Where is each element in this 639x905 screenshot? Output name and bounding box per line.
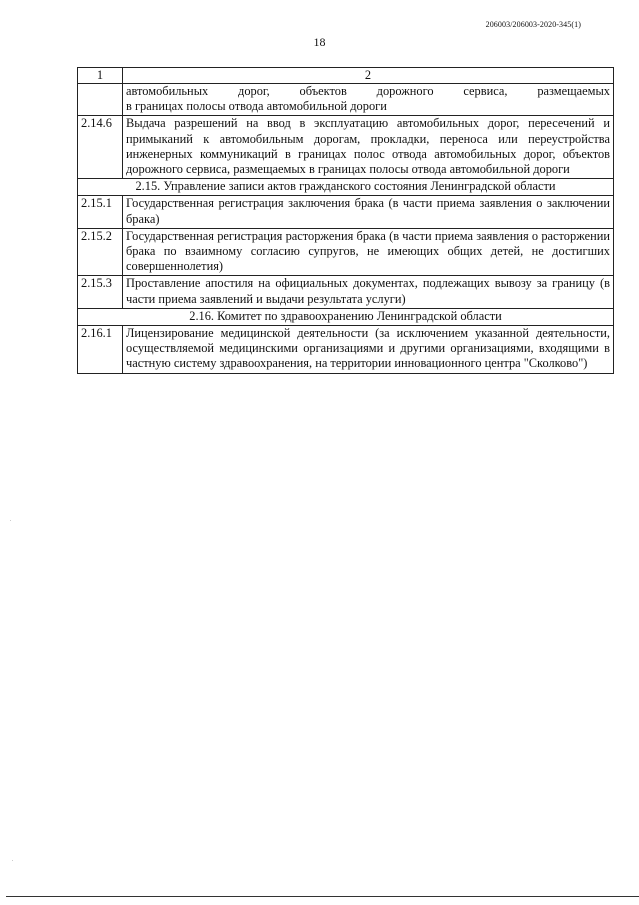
row-number: 2.15.3 [78, 276, 123, 308]
continuation-line-2: в границах полосы отвода автомобильной дороги [126, 99, 387, 114]
table-row [78, 276, 614, 308]
page-number: 18 [313, 35, 326, 49]
table-row [78, 116, 614, 179]
row-text: Государственная регистрация расторжения брака (в части приема заявления о расторжении брака по взаимному согласию супругов, не имеющих общих детей, не достигших совершеннолетия) [123, 228, 614, 276]
word: автомобильных [126, 84, 209, 98]
word: дорожного [376, 84, 434, 98]
scan-speck [10, 520, 11, 521]
row-number: 2.14.6 [78, 116, 123, 179]
section-row [78, 179, 614, 196]
row-number: 2.16.1 [78, 326, 123, 374]
table-header-row [78, 68, 614, 84]
column-number-header: 1 [78, 68, 123, 84]
table-row-continuation [78, 84, 614, 116]
word: сервиса, [463, 84, 508, 98]
row-text: Лицензирование медицинской деятельности (за исключением указанной деятельности, осуществляемой медицинскими организациями и другими организациями, входящими в частную систему здравоохранения, на территории инновационного центра "Сколково") [123, 326, 614, 374]
services-table [77, 67, 614, 374]
row-text-cell [123, 84, 614, 116]
word: дорог, [238, 84, 270, 98]
column-text-header: 2 [123, 68, 614, 84]
scan-edge-line [6, 896, 639, 897]
section-heading: 2.15. Управление записи актов гражданского состояния Ленинградской области [78, 179, 614, 196]
word: размещаемых [537, 84, 610, 98]
section-heading: 2.16. Комитет по здравоохранению Ленинградской области [78, 308, 614, 325]
table-row [78, 326, 614, 374]
table-row [78, 228, 614, 276]
word: объектов [299, 84, 347, 98]
row-number: 2.15.1 [78, 196, 123, 228]
row-text: Выдача разрешений на ввод в эксплуатацию автомобильных дорог, пересечений и примыканий к автомобильным дорогам, прокладки, переноса или переустройства инженерных коммуникаций в границах полос отвода автомобильных дорог, объектов дорожного сервиса, размещаемых в границах полосы отвода автомобильной дороги [123, 116, 614, 179]
row-text: Проставление апостиля на официальных документах, подлежащих вывозу за границу (в части приема заявлений и выдачи результата услуги) [123, 276, 614, 308]
row-number-cell [78, 84, 123, 116]
document-id: 206003/206003-2020-345(1) [485, 20, 581, 29]
section-row [78, 308, 614, 325]
table-row [78, 196, 614, 228]
row-text: Государственная регистрация заключения брака (в части приема заявления о заключении брака) [123, 196, 614, 228]
row-number: 2.15.2 [78, 228, 123, 276]
continuation-line-1 [126, 84, 610, 99]
scan-speck [12, 860, 13, 861]
